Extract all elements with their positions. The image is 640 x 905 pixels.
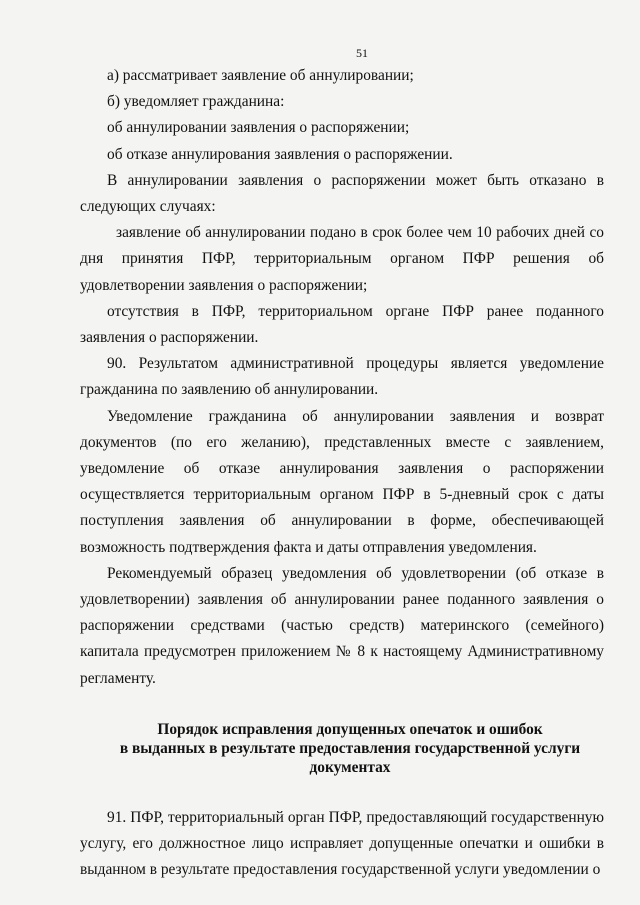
paragraph-refusal-cases: В аннулировании заявления о распоряжении может быть отказано в следующих случаях:	[80, 171, 604, 216]
paragraph-item-a: а) рассматривает заявление об аннулировании;	[107, 67, 414, 84]
page-number: 51	[356, 46, 368, 60]
paragraph-case-absence: отсутствия в ПФР, территориальном органе ПФР ранее поданного заявления о распоряжении.	[80, 302, 604, 347]
section-heading	[80, 720, 604, 777]
paragraph-refusal-notice: об отказе аннулирования заявления о распоряжении.	[107, 145, 453, 163]
section-heading-line-2: в выданных в результате предоставления государственной услуги	[119, 739, 581, 757]
paragraph-notification: Уведомление гражданина об аннулировании заявления и возврат документов (по его желанию), представленных вместе с заявлением, уведомление об отказе аннулирования заявления о распоряжении осуществляется территориальным органом ПФР в 5-дневный срок с даты поступления заявления об аннулировании в форме, обеспечивающей возможность подтверждения факта и даты отправления уведомления.	[80, 407, 604, 556]
paragraph-item-b: б) уведомляет гражданина:	[107, 93, 285, 111]
paragraph-case-deadline: заявление об аннулировании подано в срок более чем 10 рабочих дней со дня принятия ПФР, территориальным органом ПФР решения об удовлетворении заявления о распоряжении;	[80, 224, 604, 294]
paragraph-90: 90. Результатом административной процедуры является уведомление гражданина по заявлению об аннулировании.	[80, 355, 604, 399]
paragraph-91: 91. ПФР, территориальный орган ПФР, предоставляющий государственную услугу, его должностное лицо исправляет допущенные опечатки и ошибки в выданном в результате предоставления государственной услуги уведомлении о	[80, 808, 604, 879]
section-heading-line-3: документах	[309, 758, 391, 776]
paragraph-sample-form: Рекомендуемый образец уведомления об удовлетворении (об отказе в удовлетворении) заявления об аннулировании ранее поданного заявления о распоряжении средствами (частью средств) материнского (семейного) капитала предусмотрен приложением № 8 к настоящему Административному регламенту.	[80, 564, 604, 687]
paragraph-annulment-notice: об аннулировании заявления о распоряжении;	[107, 119, 410, 137]
section-heading-line-1: Порядок исправления допущенных опечаток и ошибок	[157, 720, 543, 738]
